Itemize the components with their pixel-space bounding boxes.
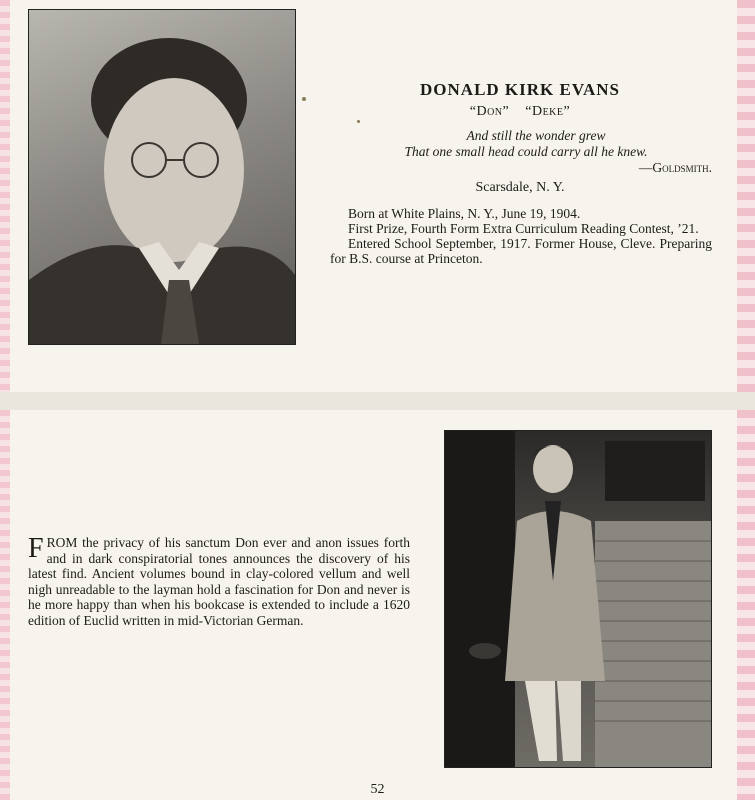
biography bbox=[330, 206, 712, 266]
hometown: Scarsdale, N. Y. bbox=[475, 180, 565, 195]
bio-line-prize: First Prize, Fourth Form Extra Curriculum Reading Contest, ’21. bbox=[348, 221, 699, 236]
student-name: DONALD KIRK EVANS bbox=[420, 80, 620, 99]
nicknames bbox=[360, 104, 680, 120]
bio-line-school: Entered School September, 1917. Former House, Cleve. Preparing for B.S. course at Princeton. bbox=[330, 236, 712, 266]
right-border-ornament-bottom bbox=[737, 410, 755, 800]
page-gap bbox=[0, 392, 755, 410]
standing-photo bbox=[444, 430, 712, 768]
quote-line-1: And still the wonder grew bbox=[466, 128, 606, 143]
essay-opening-word: ROM bbox=[46, 535, 78, 550]
essay-dropcap: F bbox=[28, 533, 44, 564]
left-border-ornament-bottom bbox=[0, 410, 10, 800]
paper-speck bbox=[302, 97, 306, 101]
paper-speck bbox=[357, 120, 360, 123]
nickname-1: “Don” bbox=[469, 104, 510, 119]
character-essay bbox=[28, 535, 410, 629]
standing-figure-icon bbox=[445, 431, 711, 767]
quote-attribution: —Goldsmith. bbox=[638, 160, 712, 175]
right-border-ornament-top bbox=[737, 0, 755, 392]
essay-body: the privacy of his sanctum Don ever and anon issues forth and in dark conspiratorial tones announces the discovery of his latest find. Ancient volumes bound in clay-colored vellum and well nigh unreadable to the layman hold a fascination for Don and never is he more happy than when his bookcase is extended to include a 1620 edition of Euclid written in mid-Victorian German. bbox=[28, 535, 410, 628]
quote-line-2: That one small head could carry all he knew. bbox=[404, 144, 648, 159]
portrait-figure-icon bbox=[29, 10, 295, 344]
portrait-photo bbox=[28, 9, 296, 345]
nickname-2: “Deke” bbox=[525, 104, 571, 119]
page-number: 52 bbox=[370, 782, 385, 797]
bio-line-birth: Born at White Plains, N. Y., June 19, 1904. bbox=[348, 206, 581, 221]
left-border-ornament-top bbox=[0, 0, 10, 392]
epigraph-quote bbox=[340, 128, 712, 176]
